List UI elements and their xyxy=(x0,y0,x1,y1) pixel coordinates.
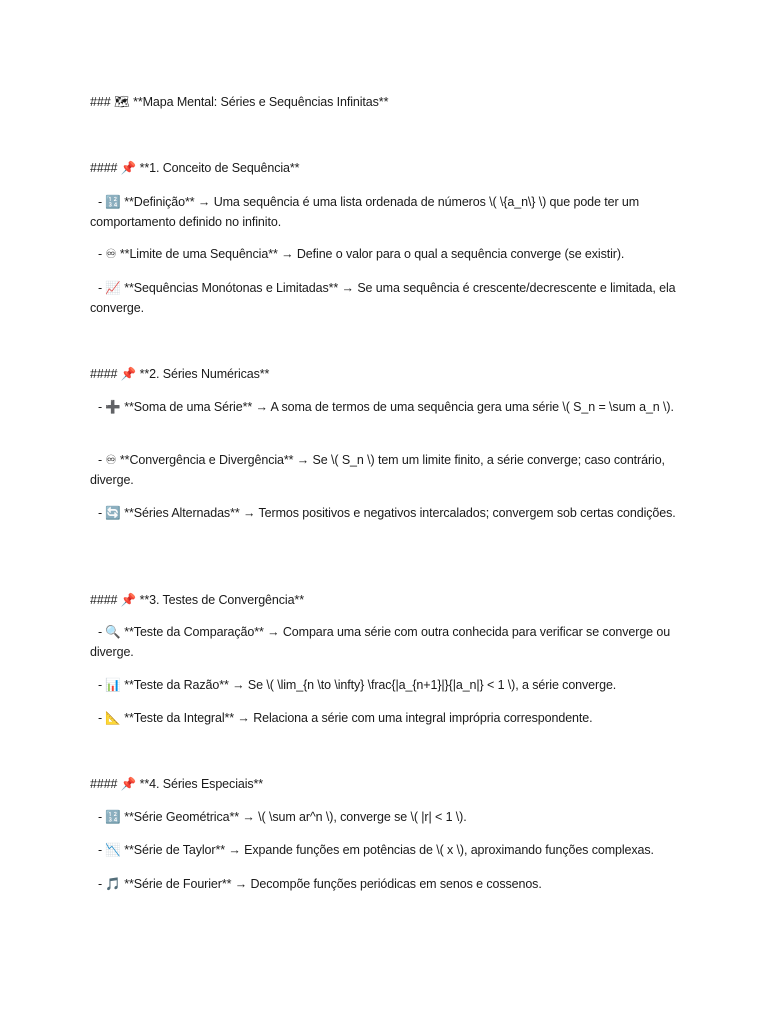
list-item: - 🔄 **Séries Alternadas** → Termos positivos e negativos intercalados; convergem sob certas condições. xyxy=(98,506,676,520)
section-heading-4: #### 📌 **4. Séries Especiais** xyxy=(90,777,264,791)
section-heading-3: #### 📌 **3. Testes de Convergência** xyxy=(90,593,304,607)
list-item: - ➕ **Soma de uma Série** → A soma de termos de uma sequência gera uma série \( S_n = \sum a_n \). xyxy=(98,400,674,414)
list-item: - ♾ **Limite de uma Sequência** → Define o valor para o qual a sequência converge (se existir). xyxy=(98,247,625,261)
page-title: ### 🗺 **Mapa Mental: Séries e Sequências Infinitas** xyxy=(90,95,389,109)
list-item: - 🔢 **Definição** → Uma sequência é uma lista ordenada de números \( \{a_n\} \) que pode ter um comportamento definido no infinito. xyxy=(90,195,643,229)
list-item: - 📉 **Série de Taylor** → Expande funções em potências de \( x \), aproximando funções complexas. xyxy=(98,843,654,857)
list-item: - 📐 **Teste da Integral** → Relaciona a série com uma integral imprópria correspondente. xyxy=(98,711,593,725)
list-item: - 🎵 **Série de Fourier** → Decompõe funções periódicas em senos e cossenos. xyxy=(98,877,542,891)
list-item: - ♾ **Convergência e Divergência** → Se \( S_n \) tem um limite finito, a série converge; caso contrário, diverge. xyxy=(90,453,669,487)
section-heading-2: #### 📌 **2. Séries Numéricas** xyxy=(90,367,270,381)
list-item: - 🔢 **Série Geométrica** → \( \sum ar^n \), converge se \( |r| < 1 \). xyxy=(98,810,467,824)
list-item: - 📊 **Teste da Razão** → Se \( \lim_{n \to \infty} \frac{|a_{n+1}|}{|a_n|} < 1 \), a série converge. xyxy=(98,678,617,692)
list-item: - 🔍 **Teste da Comparação** → Compara uma série com outra conhecida para verificar se converge ou diverge. xyxy=(90,625,674,659)
section-heading-1: #### 📌 **1. Conceito de Sequência** xyxy=(90,161,300,175)
list-item: - 📈 **Sequências Monótonas e Limitadas** → Se uma sequência é crescente/decrescente e limitada, ela converge. xyxy=(90,281,679,315)
